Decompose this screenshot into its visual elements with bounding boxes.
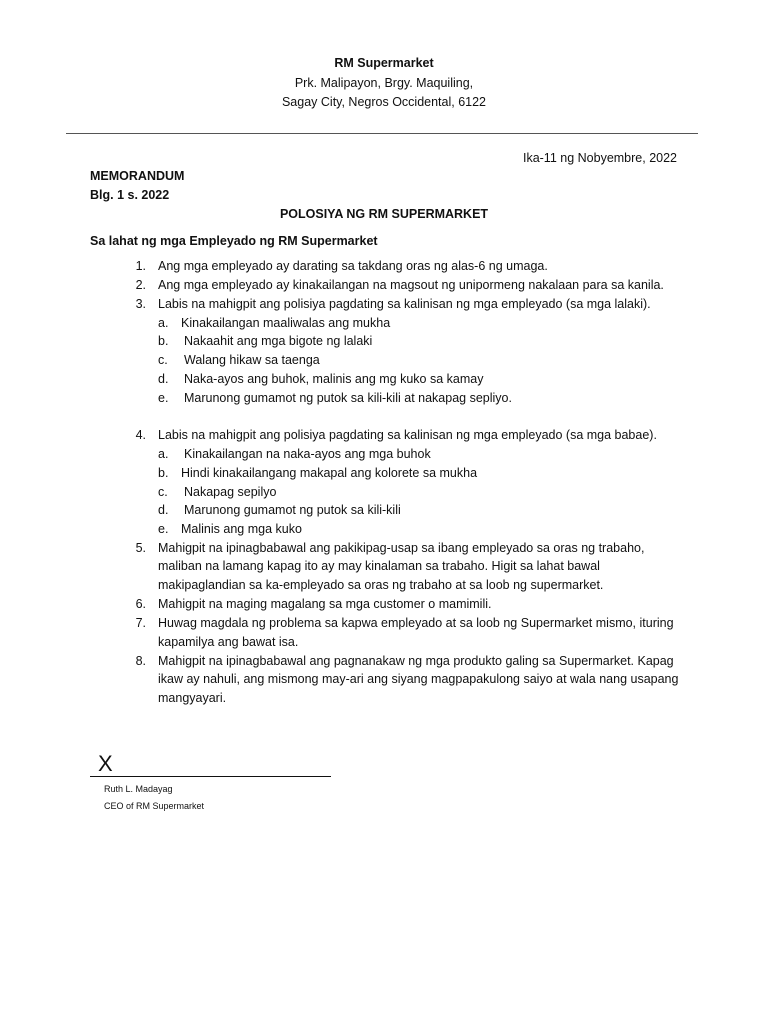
sub-item-letter: b. [158,334,169,348]
item-number: 5. [135,541,146,555]
memo-number: Blg. 1 s. 2022 [90,188,170,202]
item-text: mangyayari. [158,691,227,705]
memo-recipient: Sa lahat ng mga Empleyado ng RM Supermarket [90,234,378,248]
sub-item-letter: d. [158,503,169,517]
address-line-2: Sagay City, Negros Occidental, 6122 [281,95,487,109]
sub-item-letter: b. [158,466,169,480]
signature-line [90,776,331,777]
company-name: RM Supermarket [334,56,434,70]
item-text: Ang mga empleyado ay darating sa takdang oras ng alas-6 ng umaga. [158,259,548,273]
item-number: 6. [135,597,146,611]
sub-item-text: Kinakailangan na naka-ayos ang mga buhok [184,447,431,461]
item-number: 2. [135,278,146,292]
item-text: Labis na mahigpit ang polisiya pagdating sa kalinisan ng mga empleyado (sa mga babae). [158,428,657,442]
address-line-1: Prk. Malipayon, Brgy. Maquiling, [294,76,474,90]
memo-title: POLOSIYA NG RM SUPERMARKET [279,207,489,221]
item-text: kapamilya ang bawat isa. [158,635,299,649]
sub-item-text: Malinis ang mga kuko [181,522,302,536]
item-number: 1. [135,259,146,273]
sub-item-letter: c. [158,353,168,367]
sub-item-text: Walang hikaw sa taenga [184,353,320,367]
sub-item-text: Hindi kinakailangang makapal ang kolorete sa mukha [181,466,478,480]
sub-item-letter: d. [158,372,169,386]
sub-item-text: Naka-ayos ang buhok, malinis ang mg kuko sa kamay [184,372,484,386]
sub-item-text: Nakaahit ang mga bigote ng lalaki [184,334,373,348]
item-number: 8. [135,654,146,668]
sub-item-letter: a. [158,316,169,330]
sub-item-letter: c. [158,485,168,499]
item-text: ikaw ay nahuli, ang mismong may-ari ang siyang magpapakulong saiyo at wala nang usapang [158,672,679,686]
item-number: 3. [135,297,146,311]
item-text: Ang mga empleyado ay kinakailangan na magsout ng unipormeng nakalaan para sa kanila. [158,278,664,292]
signatory-position: CEO of RM Supermarket [104,801,205,811]
item-text: maliban na lamang kapag ito ay may kinalaman sa trabaho. Higit sa lahat bawal [158,559,600,573]
sub-item-letter: a. [158,447,169,461]
sub-item-text: Marunong gumamot ng putok sa kili-kili at nakapag sepliyo. [184,391,512,405]
item-text: Mahigpit na ipinagbabawal ang pakikipag-usap sa ibang empleyado sa oras ng trabaho, [158,541,645,555]
item-text: Labis na mahigpit ang polisiya pagdating sa kalinisan ng mga empleyado (sa mga lalaki). [158,297,651,311]
memo-date: Ika-11 ng Nobyembre, 2022 [522,151,677,165]
memo-label: MEMORANDUM [90,169,185,183]
sub-item-letter: e. [158,522,169,536]
item-number: 7. [135,616,146,630]
header-divider [66,133,698,134]
signature-mark: X [98,751,113,776]
sub-item-text: Kinakailangan maaliwalas ang mukha [181,316,391,330]
sub-item-text: Nakapag sepilyo [184,485,277,499]
signatory-name: Ruth L. Madayag [104,784,173,794]
item-text: Mahigpit na maging magalang sa mga customer o mamimili. [158,597,492,611]
item-text: makipaglandian sa ka-empleyado sa oras ng trabaho at sa loob ng supermarket. [158,578,604,592]
item-number: 4. [135,428,146,442]
item-text: Huwag magdala ng problema sa kapwa empleyado at sa loob ng Supermarket mismo, ituring [158,616,674,630]
item-text: Mahigpit na ipinagbabawal ang pagnanakaw ng mga produkto galing sa Supermarket. Kapag [158,654,674,668]
sub-item-text: Marunong gumamot ng putok sa kili-kili [184,503,401,517]
sub-item-letter: e. [158,391,169,405]
